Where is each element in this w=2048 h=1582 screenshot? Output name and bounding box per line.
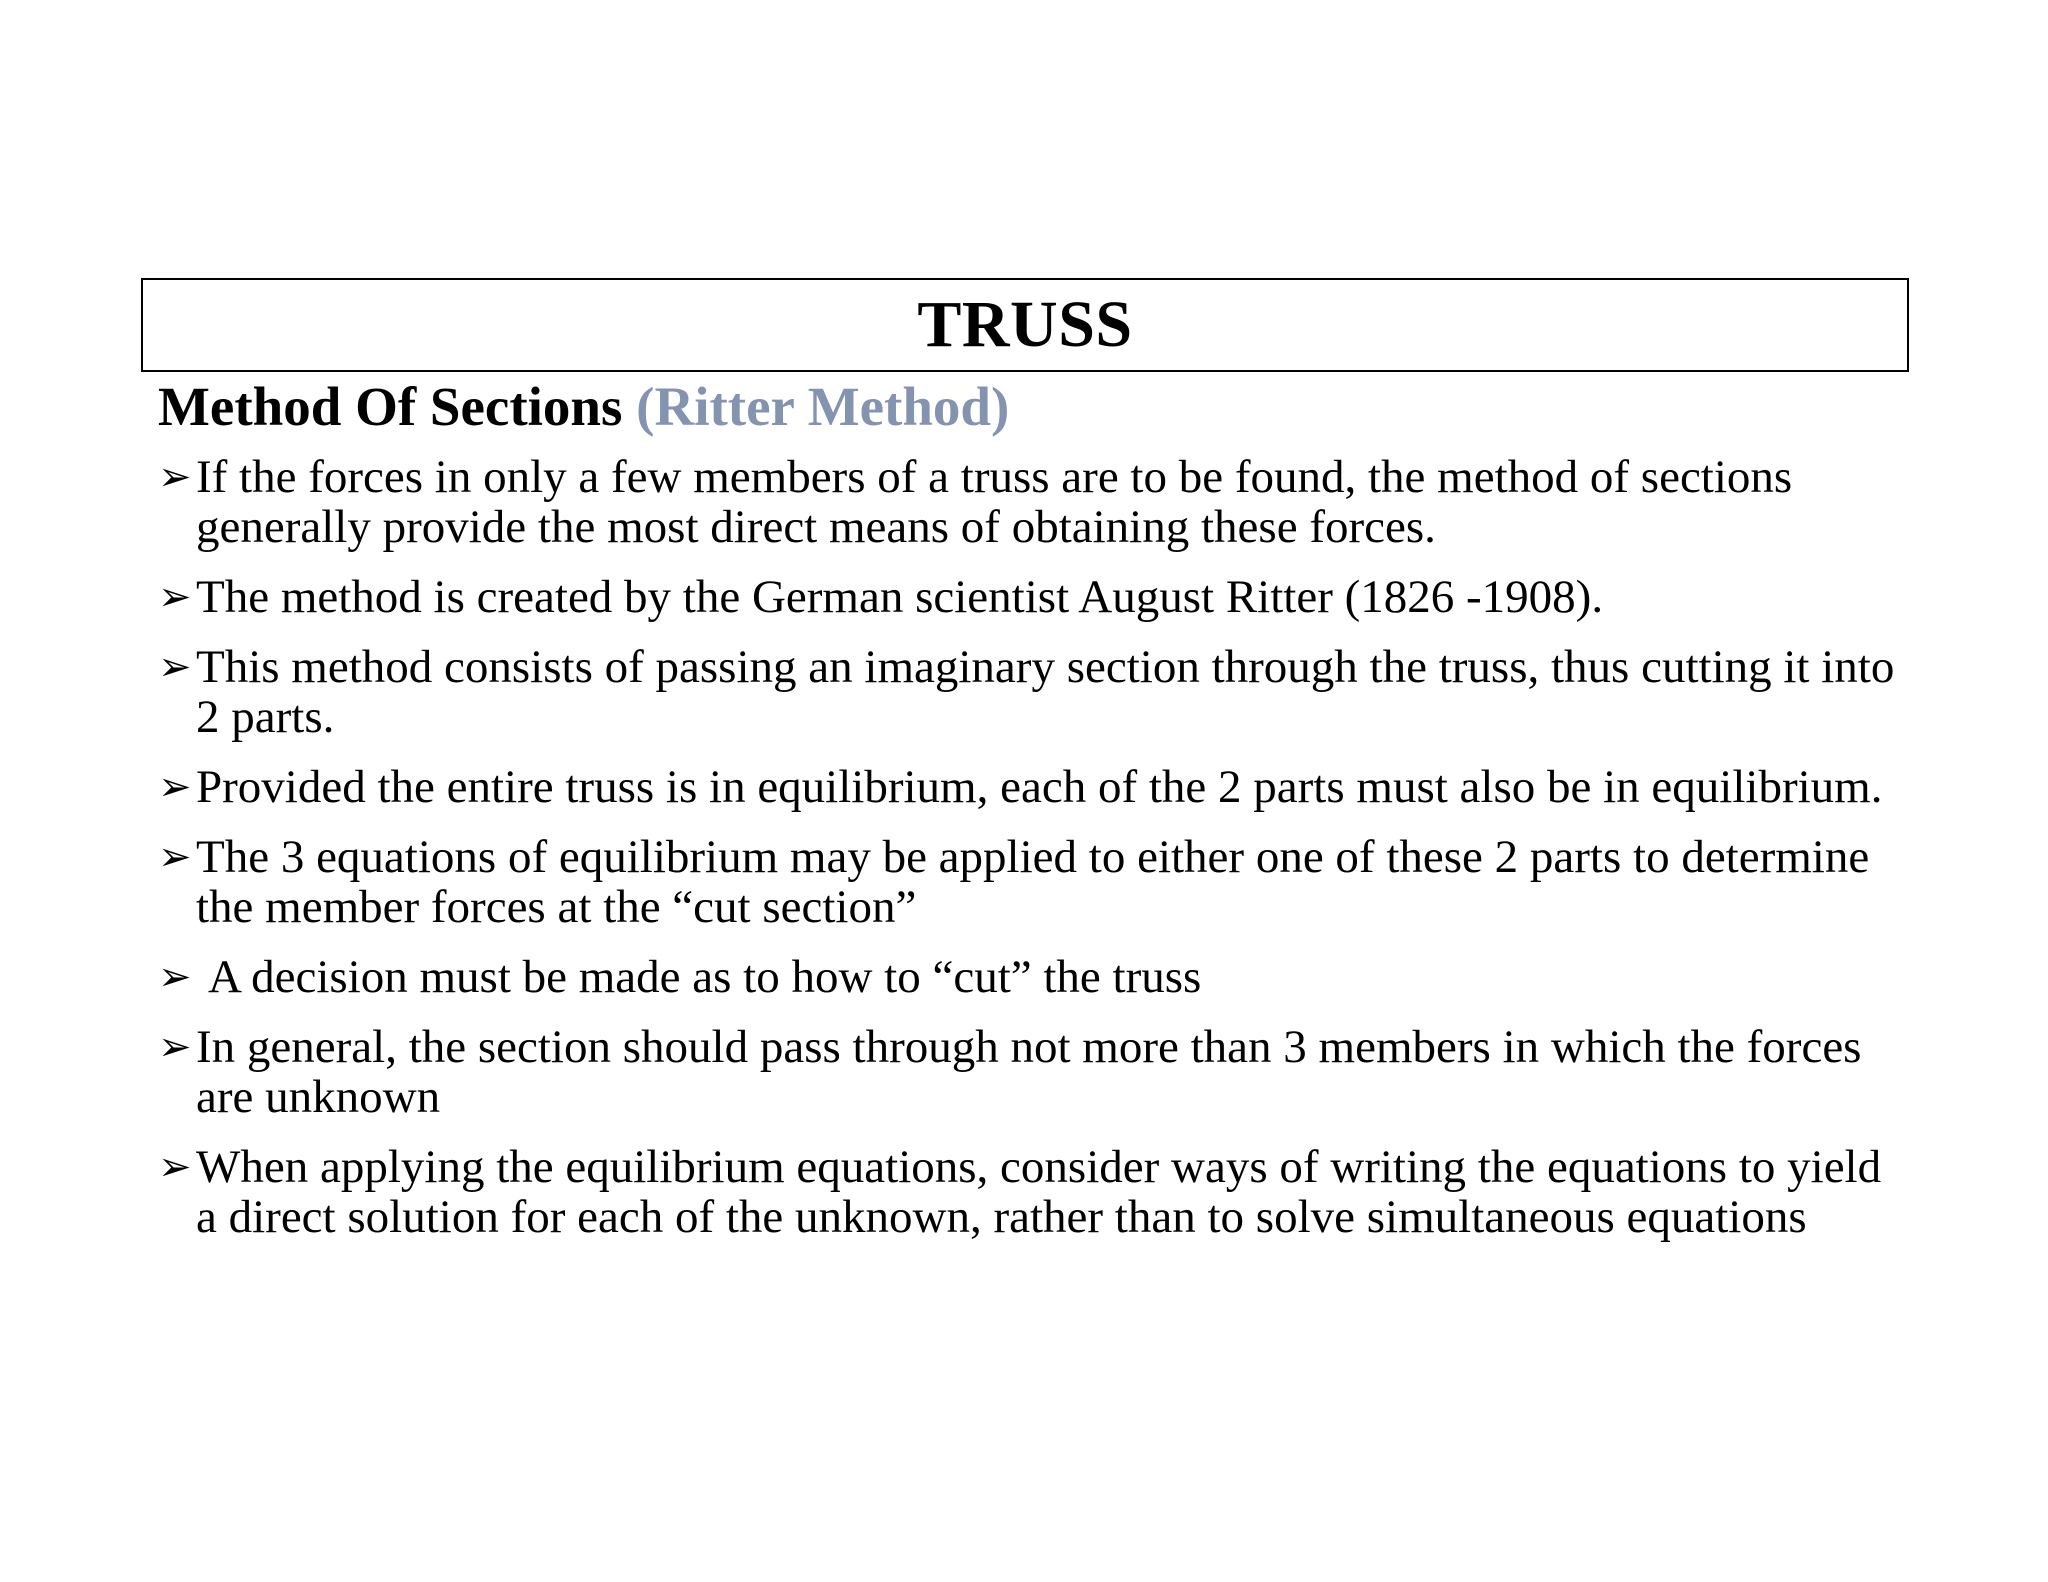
- arrow-bullet-icon: ➢: [158, 1144, 192, 1190]
- list-item: [158, 642, 1898, 742]
- list-item: [158, 1022, 1898, 1122]
- arrow-bullet-icon: ➢: [158, 454, 192, 500]
- subtitle-main: Method Of Sections: [158, 376, 623, 437]
- bullet-text: Provided the entire truss is in equilibrium, each of the 2 parts must also be in equilibrium.: [196, 761, 1883, 813]
- arrow-bullet-icon: ➢: [158, 644, 192, 690]
- bullet-text: If the forces in only a few members of a truss are to be found, the method of sections generally provide the most direct means of obtaining these forces.: [196, 451, 1793, 553]
- bullet-list: [158, 452, 1898, 1262]
- bullet-text: In general, the section should pass through not more than 3 members in which the forces are unknown: [196, 1021, 1862, 1123]
- arrow-bullet-icon: ➢: [158, 834, 192, 880]
- arrow-bullet-icon: ➢: [158, 574, 192, 620]
- bullet-text: The 3 equations of equilibrium may be applied to either one of these 2 parts to determine the member forces at the “cut section”: [196, 831, 1870, 933]
- slide-title: TRUSS: [917, 288, 1133, 361]
- bullet-text: This method consists of passing an imaginary section through the truss, thus cutting it into 2 parts.: [196, 641, 1895, 743]
- bullet-text: A decision must be made as to how to “cut” the truss: [208, 951, 1202, 1003]
- list-item: [158, 762, 1898, 812]
- list-item: [158, 1142, 1898, 1242]
- list-item: [158, 952, 1898, 1002]
- bullet-text: When applying the equilibrium equations, consider ways of writing the equations to yield a direct solution for each of the unknown, rather than to solve simultaneous equations: [196, 1141, 1882, 1243]
- list-item: [158, 452, 1898, 552]
- bullet-text: The method is created by the German scientist August Ritter (1826 -1908).: [196, 571, 1604, 623]
- title-box: [141, 278, 1909, 372]
- subtitle-accent: (Ritter Method): [636, 376, 1010, 437]
- list-item: [158, 832, 1898, 932]
- list-item: [158, 572, 1898, 622]
- slide-subtitle: [158, 372, 1009, 442]
- arrow-bullet-icon: ➢: [158, 954, 192, 1000]
- arrow-bullet-icon: ➢: [158, 764, 192, 810]
- arrow-bullet-icon: ➢: [158, 1024, 192, 1070]
